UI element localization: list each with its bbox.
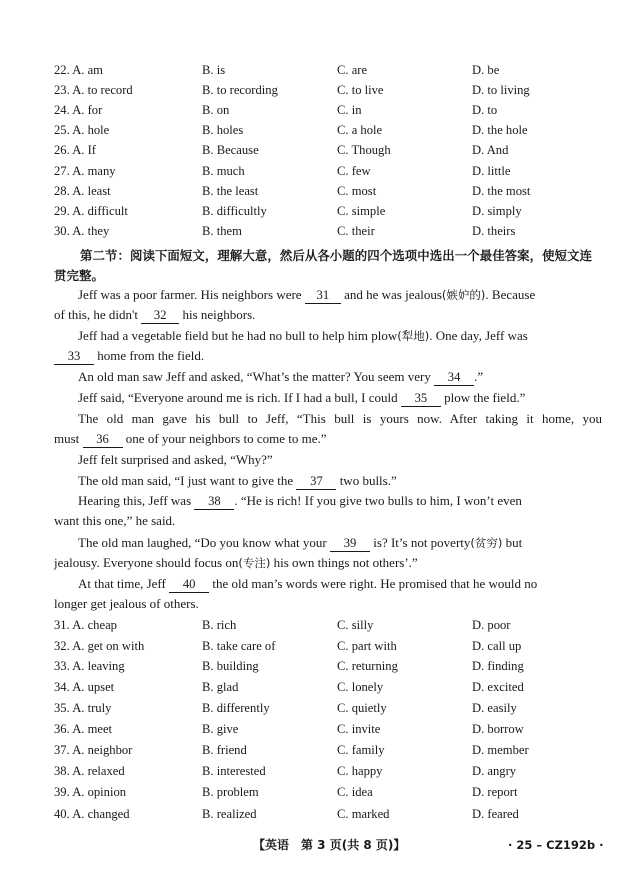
option-c: C. part with: [337, 639, 397, 653]
option-d: D. borrow: [472, 722, 524, 736]
option-a: 28. A. least: [54, 184, 111, 198]
option-c: C. returning: [337, 659, 398, 673]
option-b: B. problem: [202, 785, 259, 799]
option-b: B. rich: [202, 618, 237, 632]
option-d: D. to living: [472, 83, 530, 97]
option-b: B. take care of: [202, 639, 276, 653]
blank-31: 31: [305, 287, 341, 304]
option-row-30: [0, 221, 641, 241]
passage-line: jealousy. Everyone should focus on(专注) his own things not others’.”: [54, 555, 418, 570]
passage-line: Hearing this, Jeff was 38 . “He is rich! If you give two bulls to him, I won’t even: [78, 493, 522, 508]
option-b: B. difficultly: [202, 204, 267, 218]
option-b: B. Because: [202, 143, 259, 157]
option-a: 24. A. for: [54, 103, 103, 117]
option-c: C. lonely: [337, 680, 384, 694]
passage-line: The old man gave his bull to Jeff, “This bull is yours now. After taking it home, you: [78, 411, 602, 426]
option-a: 31. A. cheap: [54, 618, 117, 632]
paper-code: · 25 – CZ192b ·: [508, 838, 604, 852]
option-c: C. simple: [337, 204, 386, 218]
passage-line: Jeff was a poor farmer. His neighbors were 31 and he was jealous(嫉妒的). Because: [78, 287, 536, 302]
option-c: C. in: [337, 103, 362, 117]
option-row-36: [0, 719, 641, 739]
passage-line: At that time, Jeff 40 the old man’s words were right. He promised that he would no: [78, 576, 538, 591]
passage-line: Jeff felt surprised and asked, “Why?”: [78, 452, 273, 467]
option-b: B. friend: [202, 743, 247, 757]
option-b: B. glad: [202, 680, 239, 694]
option-row-38: [0, 761, 641, 781]
option-row-37: [0, 740, 641, 760]
option-d: D. simply: [472, 204, 522, 218]
option-a: 36. A. meet: [54, 722, 113, 736]
option-a: 25. A. hole: [54, 123, 110, 137]
option-c: C. to live: [337, 83, 384, 97]
option-row-27: [0, 161, 641, 181]
option-d: D. feared: [472, 807, 519, 821]
option-row-22: [0, 60, 641, 80]
option-d: D. the hole: [472, 123, 528, 137]
option-b: B. holes: [202, 123, 244, 137]
option-a: 39. A. opinion: [54, 785, 127, 799]
option-b: B. is: [202, 63, 226, 77]
option-d: D. excited: [472, 680, 524, 694]
option-a: 23. A. to record: [54, 83, 133, 97]
option-c: C. Though: [337, 143, 391, 157]
option-d: D. And: [472, 143, 509, 157]
blank-33: 33: [54, 348, 94, 365]
option-d: D. angry: [472, 764, 517, 778]
option-row-31: [0, 615, 641, 635]
option-b: B. give: [202, 722, 239, 736]
option-row-23: [0, 80, 641, 100]
option-row-34: [0, 677, 641, 697]
blank-36: 36: [83, 431, 123, 448]
option-a: 22. A. am: [54, 63, 103, 77]
option-c: C. silly: [337, 618, 374, 632]
option-b: B. realized: [202, 807, 257, 821]
option-row-28: [0, 181, 641, 201]
option-b: B. building: [202, 659, 259, 673]
section-heading: 第二节：阅读下面短文，理解大意，然后从各小题的四个选项中选出一个最佳答案，使短文连贯完整。: [54, 248, 593, 283]
option-row-26: [0, 140, 641, 160]
option-b: B. on: [202, 103, 230, 117]
passage-line: Jeff had a vegetable field but he had no bull to help him plow(犁地). One day, Jeff was: [78, 328, 528, 343]
option-row-29: [0, 201, 641, 221]
option-c: C. happy: [337, 764, 383, 778]
option-a: 32. A. get on with: [54, 639, 145, 653]
passage-line: longer get jealous of others.: [54, 596, 199, 611]
blank-37: 37: [296, 473, 336, 490]
option-c: C. invite: [337, 722, 381, 736]
option-row-35: [0, 698, 641, 718]
passage-line: of this, he didn't 32 his neighbors.: [54, 307, 256, 322]
option-d: D. poor: [472, 618, 511, 632]
passage-line: An old man saw Jeff and asked, “What’s the matter? You seem very 34 .”: [78, 369, 484, 384]
option-d: D. call up: [472, 639, 522, 653]
option-d: D. the most: [472, 184, 531, 198]
option-d: D. report: [472, 785, 518, 799]
option-a: 26. A. If: [54, 143, 96, 157]
option-a: 35. A. truly: [54, 701, 112, 715]
option-d: D. easily: [472, 701, 517, 715]
option-b: B. interested: [202, 764, 266, 778]
option-d: D. theirs: [472, 224, 516, 238]
option-c: C. family: [337, 743, 385, 757]
option-a: 30. A. they: [54, 224, 110, 238]
option-c: C. are: [337, 63, 368, 77]
page-footer-label: 【英语 第 3 页(共 8 页)】: [253, 838, 406, 852]
passage-line: The old man laughed, “Do you know what your 39 is? It’s not poverty(贫穷) but: [78, 535, 523, 550]
option-c: C. idea: [337, 785, 373, 799]
option-row-39: [0, 782, 641, 802]
option-row-25: [0, 120, 641, 140]
option-d: D. member: [472, 743, 529, 757]
option-row-40: [0, 804, 641, 824]
option-a: 29. A. difficult: [54, 204, 128, 218]
blank-34: 34: [434, 369, 474, 386]
option-a: 27. A. many: [54, 164, 116, 178]
option-a: 33. A. leaving: [54, 659, 125, 673]
option-a: 38. A. relaxed: [54, 764, 125, 778]
option-c: C. most: [337, 184, 377, 198]
option-b: B. them: [202, 224, 242, 238]
option-c: C. quietly: [337, 701, 387, 715]
passage-line: 33 home from the field.: [54, 346, 602, 366]
option-d: D. little: [472, 164, 511, 178]
option-b: B. to recording: [202, 83, 278, 97]
blank-35: 35: [401, 390, 441, 407]
option-a: 37. A. neighbor: [54, 743, 133, 757]
option-c: C. their: [337, 224, 375, 238]
passage-line: The old man said, “I just want to give the 37 two bulls.”: [78, 473, 397, 488]
blank-32: 32: [141, 307, 179, 324]
option-row-32: [0, 636, 641, 656]
option-c: C. few: [337, 164, 371, 178]
blank-40: 40: [169, 576, 209, 593]
passage-line: Jeff said, “Everyone around me is rich. If I had a bull, I could 35 plow the field.”: [78, 390, 526, 405]
blank-39: 39: [330, 535, 370, 552]
option-c: C. marked: [337, 807, 390, 821]
passage-line: want this one,” he said.: [54, 513, 176, 528]
option-row-24: [0, 100, 641, 120]
option-row-33: [0, 656, 641, 676]
option-c: C. a hole: [337, 123, 383, 137]
option-b: B. much: [202, 164, 245, 178]
option-a: 40. A. changed: [54, 807, 130, 821]
option-a: 34. A. upset: [54, 680, 115, 694]
option-b: B. the least: [202, 184, 259, 198]
passage-line: must 36 one of your neighbors to come to me.”: [54, 431, 327, 446]
option-d: D. to: [472, 103, 498, 117]
option-d: D. be: [472, 63, 500, 77]
option-b: B. differently: [202, 701, 270, 715]
option-d: D. finding: [472, 659, 524, 673]
blank-38: 38: [194, 493, 234, 510]
